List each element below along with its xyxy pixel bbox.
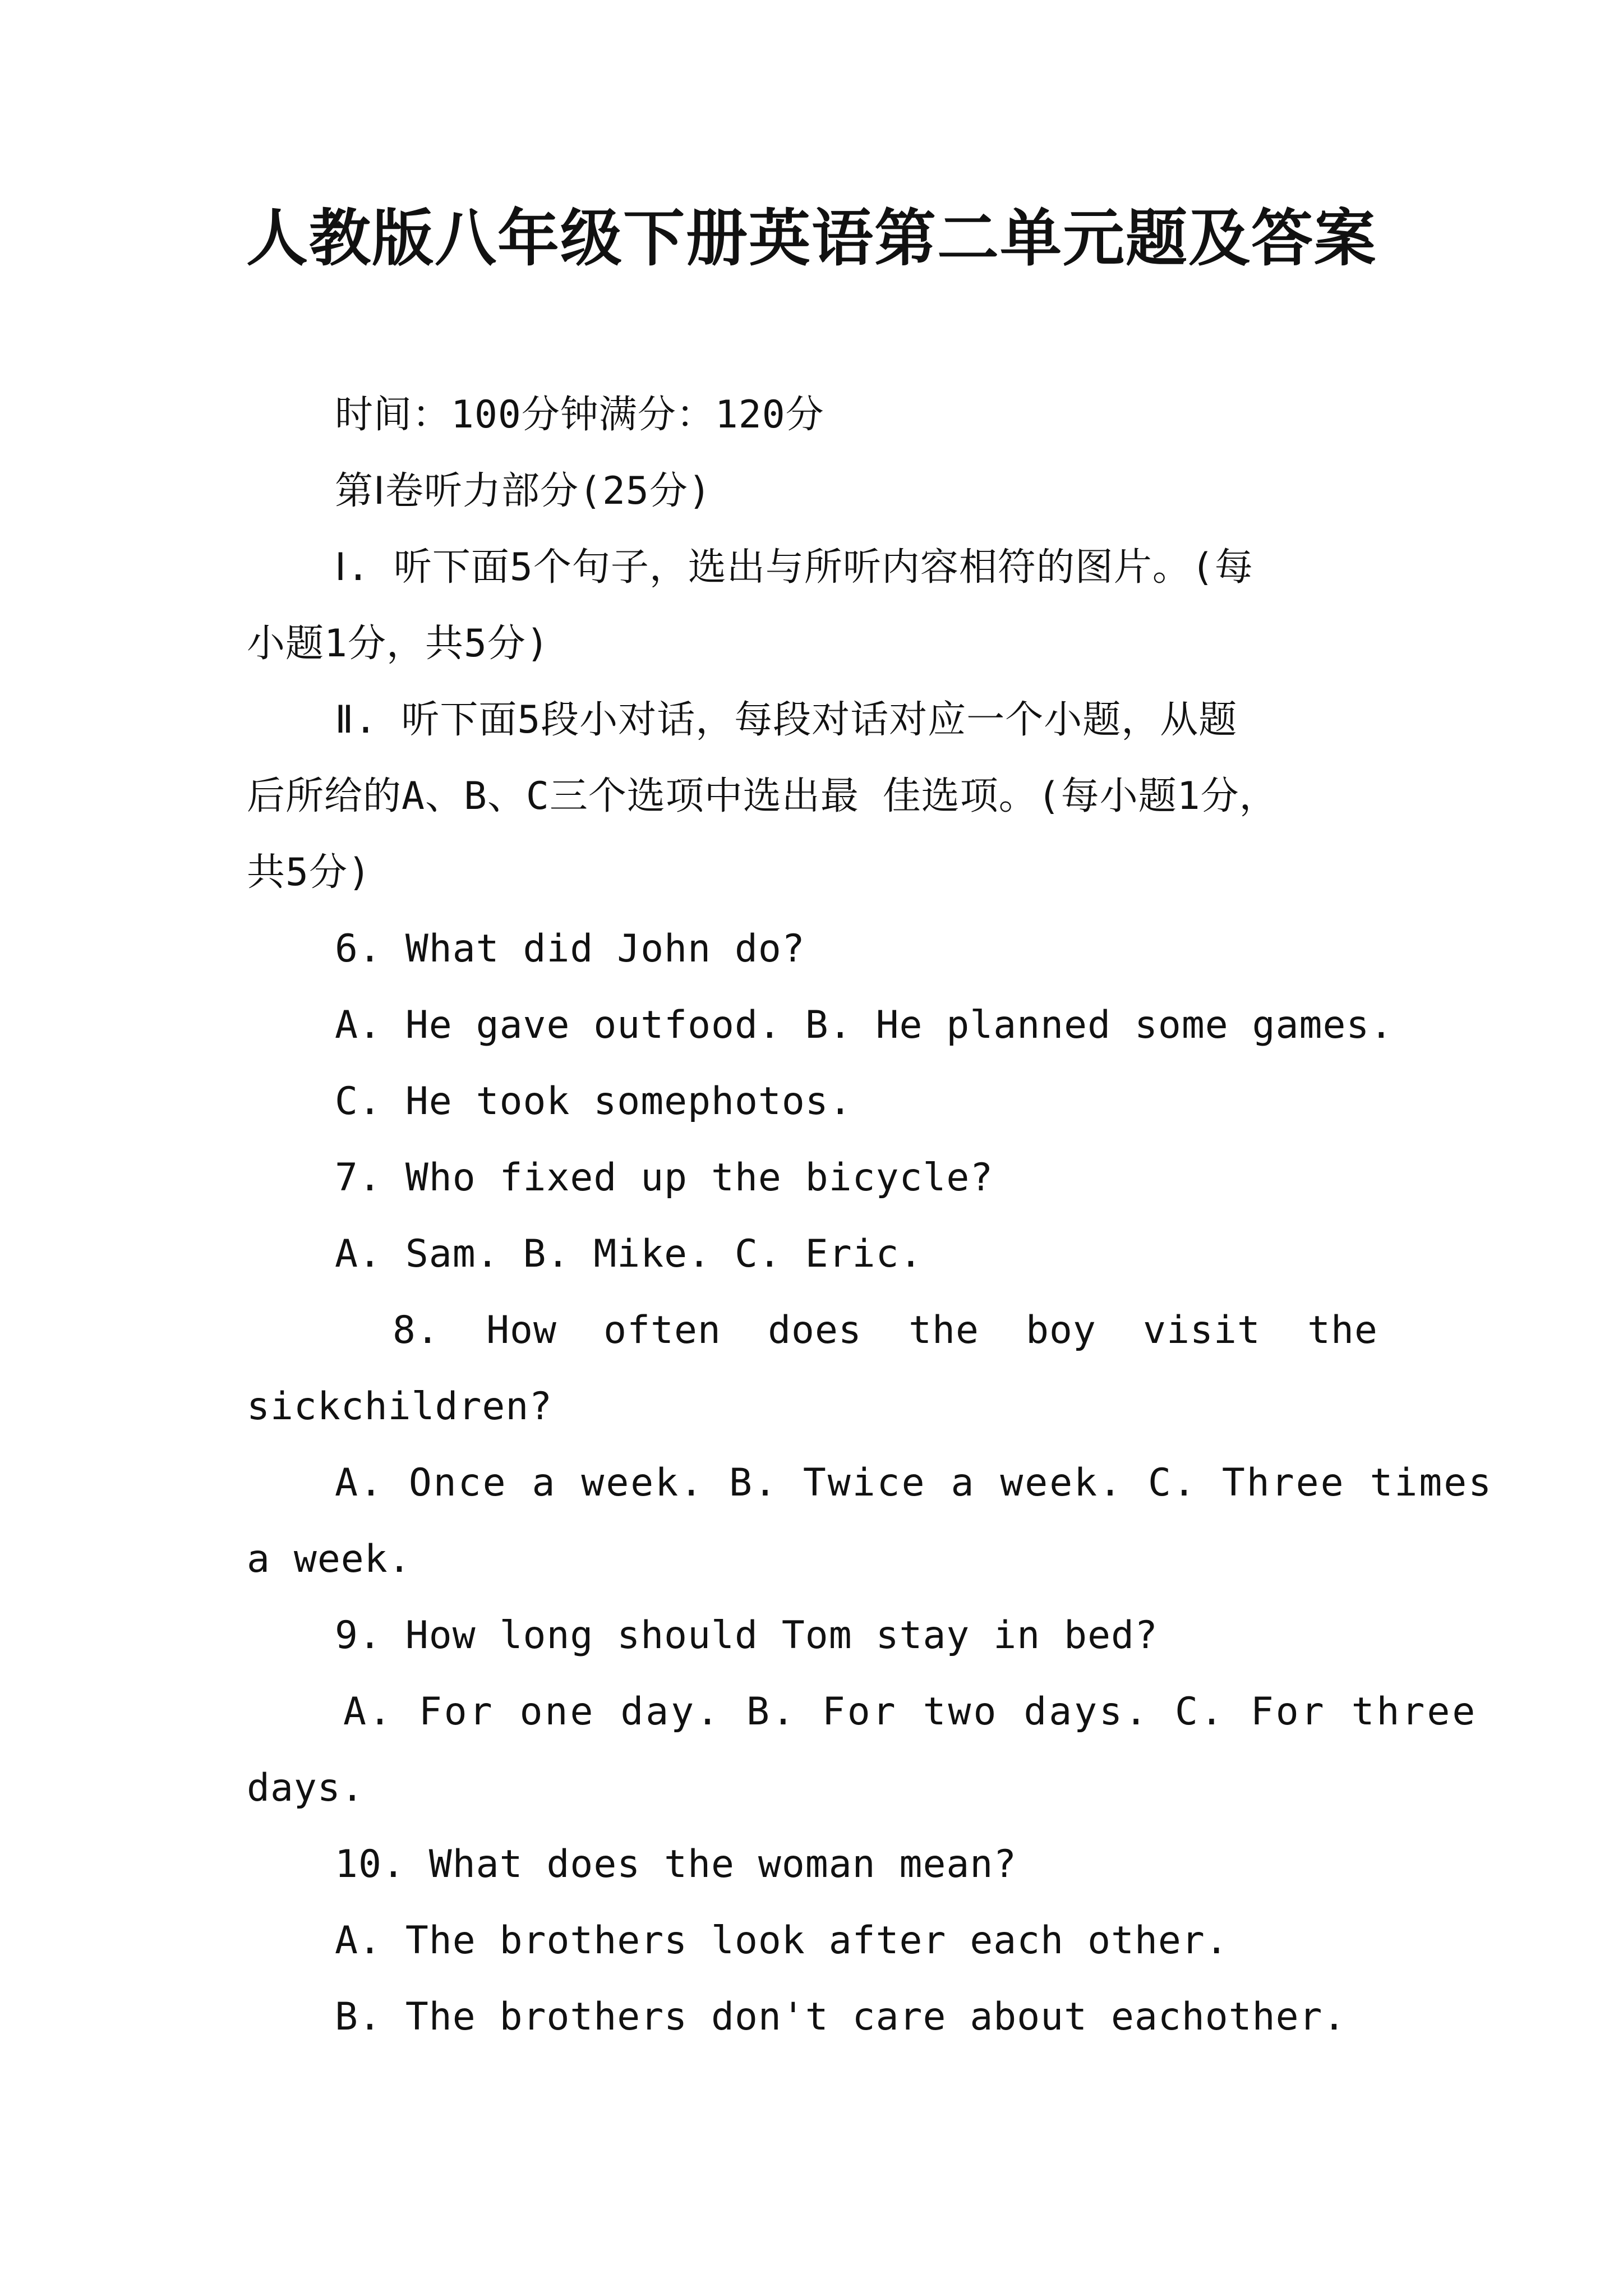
exam-time-score: 时间：100分钟满分：120分: [335, 393, 824, 437]
question-9: 9. How long should Tom stay in bed?: [335, 1613, 1158, 1658]
question-7: 7. Who fixed up the bicycle?: [335, 1156, 994, 1200]
section-heading-listening: 第Ⅰ卷听力部分(25分): [335, 469, 712, 513]
document-title: 人教版八年级下册英语第二单元题及答案: [246, 202, 1377, 274]
question-10-option-a: A. The brothers look after each other.: [335, 1918, 1229, 1963]
question-8-word: the: [1307, 1308, 1378, 1352]
part-two-instruction: Ⅱ. 听下面5段小对话，每段对话对应一个小题，从题: [335, 698, 1238, 742]
question-8-word: How: [486, 1308, 557, 1352]
question-8-word: often: [603, 1308, 721, 1352]
question-8-word: boy: [1026, 1308, 1096, 1352]
question-6: 6. What did John do?: [335, 927, 805, 971]
question-8-word: 8.: [393, 1308, 440, 1352]
question-8-word: the: [909, 1308, 979, 1352]
question-8-word: visit: [1143, 1308, 1261, 1352]
question-7-options: A. Sam. B. Mike. C. Eric.: [335, 1232, 923, 1276]
question-8-options: A. Once a week. B. Twice a week. C. Three times: [335, 1461, 1493, 1505]
question-8-word: does: [768, 1308, 862, 1352]
question-6-options-ab: A. He gave outfood. B. He planned some games.: [335, 1003, 1394, 1047]
question-8-options-cont: a week.: [247, 1537, 412, 1581]
question-8: [393, 1303, 1378, 1359]
question-6-option-c: C. He took somephotos.: [335, 1079, 852, 1124]
question-9-options: A. For one day. B. For two days. C. For three: [343, 1690, 1478, 1734]
part-two-instruction-cont: 后所给的A、B、C三个选项中选出最 佳选项。(每小题1分，: [247, 774, 1278, 818]
question-9-options-cont: days.: [247, 1766, 365, 1810]
part-one-instruction-cont: 小题1分，共5分): [247, 622, 550, 666]
part-two-instruction-end: 共5分): [247, 850, 371, 895]
question-8-cont: sickchildren?: [247, 1384, 553, 1429]
part-one-instruction: Ⅰ. 听下面5个句子，选出与所听内容相符的图片。(每: [335, 545, 1253, 590]
question-10: 10. What does the woman mean?: [335, 1842, 1017, 1887]
question-10-option-b: B. The brothers don't care about eachother.: [335, 1995, 1347, 2039]
